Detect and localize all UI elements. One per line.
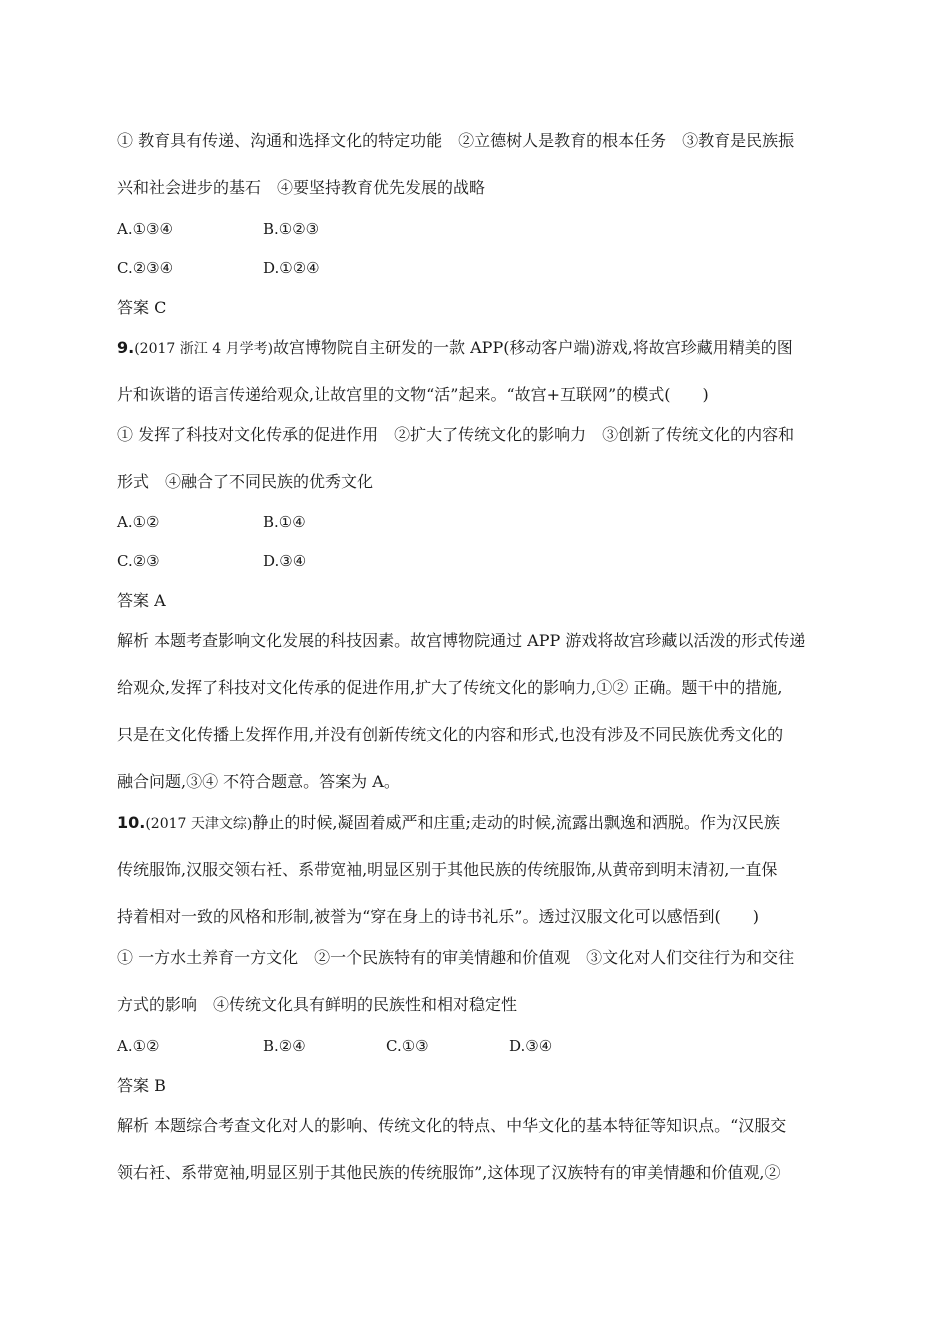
q9-option-a: A.①② — [117, 513, 160, 531]
q8-statements-line-1: ① 教育具有传递、沟通和选择文化的特定功能 ②立德树人是教育的根本任务 ③教育是民族振 — [117, 131, 795, 150]
q10-statements-line-2: 方式的影响 ④传统文化具有鲜明的民族性和相对稳定性 — [117, 995, 518, 1014]
q10-source: (2017 天津文综) — [145, 816, 253, 832]
q9-analysis-line-1: 解析 本题考查影响文化发展的科技因素。故宫博物院通过 APP 游戏将故宫珍藏以活泼的形式传递 — [117, 631, 806, 650]
q10-option-c: C.①③ — [386, 1037, 429, 1055]
q9-source: (2017 浙江 4 月学考) — [134, 341, 274, 357]
q10-answer: 答案 B — [117, 1076, 166, 1095]
q9-answer: 答案 A — [117, 591, 166, 610]
q10-stem-text: 静止的时候,凝固着威严和庄重;走动的时候,流露出飘逸和洒脱。作为汉民族 — [252, 813, 780, 832]
q9-statements-line-2: 形式 ④融合了不同民族的优秀文化 — [117, 472, 374, 491]
q10-stem-line-2: 传统服饰,汉服交领右衽、系带宽袖,明显区别于其他民族的传统服饰,从黄帝到明末清初,一直保 — [117, 860, 778, 879]
q10-option-b: B.②④ — [263, 1037, 306, 1055]
q9-stem-line-1 — [117, 338, 837, 359]
q10-stem-line-3: 持着相对一致的风格和形制,被誉为“穿在身上的诗书礼乐”。透过汉服文化可以感悟到( ) — [117, 907, 759, 926]
q10-option-a: A.①② — [117, 1037, 160, 1055]
q8-option-d: D.①②④ — [263, 259, 320, 277]
q8-option-b: B.①②③ — [263, 220, 320, 238]
q10-analysis-line-1: 解析 本题综合考查文化对人的影响、传统文化的特点、中华文化的基本特征等知识点。“汉服交 — [117, 1116, 787, 1135]
q10-statements-line-1: ① 一方水土养育一方文化 ②一个民族特有的审美情趣和价值观 ③文化对人们交往行为和交往 — [117, 948, 795, 967]
q8-answer: 答案 C — [117, 298, 167, 317]
q9-stem-text: 故宫博物院自主研发的一款 APP(移动客户端)游戏,将故宫珍藏用精美的图 — [273, 338, 793, 357]
q9-stem-line-2: 片和诙谐的语言传递给观众,让故宫里的文物“活”起来。“故宫+互联网”的模式( ) — [117, 385, 709, 404]
q8-option-a: A.①③④ — [117, 220, 173, 238]
q10-option-d: D.③④ — [509, 1037, 553, 1055]
q9-option-b: B.①④ — [263, 513, 306, 531]
q8-option-c: C.②③④ — [117, 259, 174, 277]
q9-analysis-line-4: 融合问题,③④ 不符合题意。答案为 A。 — [117, 772, 400, 791]
q10-number: 10. — [117, 813, 146, 832]
q9-option-d: D.③④ — [263, 552, 307, 570]
q10-analysis-line-2: 领右衽、系带宽袖,明显区别于其他民族的传统服饰”,这体现了汉族特有的审美情趣和价值观,② — [117, 1163, 781, 1182]
q8-statements-line-2: 兴和社会进步的基石 ④要坚持教育优先发展的战略 — [117, 178, 486, 197]
q9-number: 9. — [117, 338, 135, 357]
q9-analysis-line-3: 只是在文化传播上发挥作用,并没有创新传统文化的内容和形式,也没有涉及不同民族优秀文化的 — [117, 725, 784, 744]
q9-statements-line-1: ① 发挥了科技对文化传承的促进作用 ②扩大了传统文化的影响力 ③创新了传统文化的内容和 — [117, 425, 795, 444]
q9-option-c: C.②③ — [117, 552, 160, 570]
q9-analysis-line-2: 给观众,发挥了科技对文化传承的促进作用,扩大了传统文化的影响力,①② 正确。题干中的措施, — [117, 678, 783, 697]
q10-stem-line-1 — [117, 813, 837, 834]
